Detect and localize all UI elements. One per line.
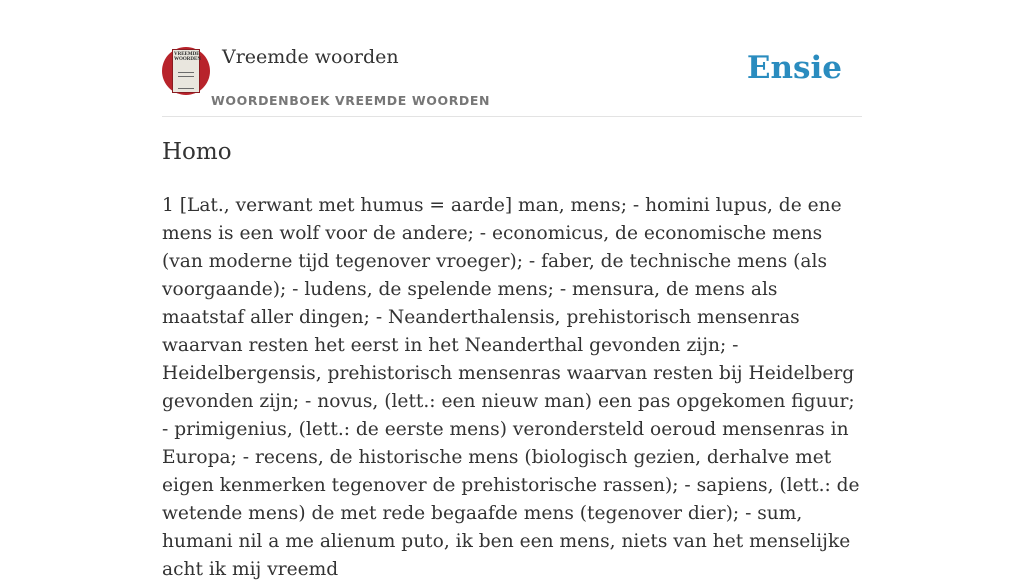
dictionary-avatar[interactable]	[162, 47, 210, 95]
book-cover-line	[178, 72, 194, 73]
dictionary-name-link[interactable]: Vreemde woorden	[222, 46, 399, 68]
entry-definition: 1 [Lat., verwant met humus = aarde] man, mens; - homini lupus, de ene mens is een wolf voor de andere; - economicus, de economische mens (van moderne tijd tegenover vroeger); - faber, de technische mens (als voorgaande); - ludens, de spelende mens; - mensura, de mens als maatstaf aller dingen; - Neanderthalensis, prehistorisch mensenras waarvan resten het eerst in het Neanderthal gevonden zijn; - Heidelbergensis, prehistorisch mensenras waarvan resten bij Heidelberg gevonden zijn; - novus, (lett.: een nieuw man) een pas opgekomen figuur; - primigenius, (lett.: de eerste mens) verondersteld oeroud mensenras in Europa; - recens, de historische mens (biologisch gezien, derhalve met eigen kenmerken tegenover de prehistorische rassen); - sapiens, (lett.: de wetende mens) de met rede begaafde mens (tegenover dier); - sum, humani nil a me alienum puto, ik ben een mens, niets van het menselijke acht ik mij vreemd	[162, 195, 860, 580]
dictionary-subtitle: WOORDENBOEK VREEMDE WOORDEN	[211, 93, 491, 108]
dictionary-header	[162, 44, 862, 117]
book-cover-line	[178, 88, 194, 89]
book-cover-icon	[172, 49, 200, 93]
book-cover-line	[178, 76, 194, 77]
entry-title: Homo	[162, 139, 232, 165]
ensie-logo-link[interactable]: Ensie	[746, 50, 842, 86]
book-cover-title: VREEMDE WOORDEN	[174, 52, 201, 62]
